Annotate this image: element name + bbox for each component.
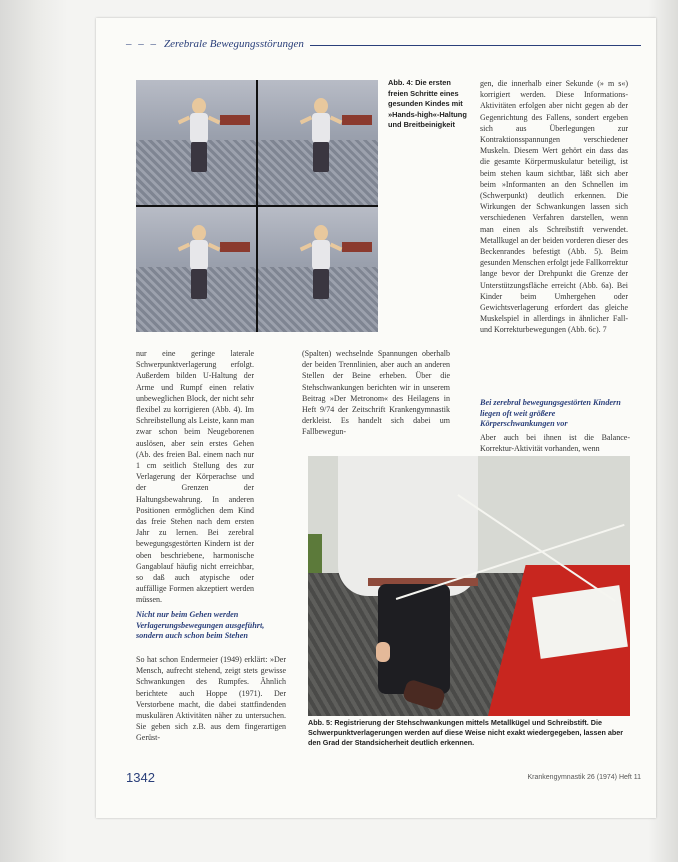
figure-5-photo: [308, 456, 630, 716]
body-text-mid-left: [136, 348, 254, 606]
section-title: Zerebrale Bewegungsstörungen: [164, 38, 304, 50]
body-text-mid-right: [302, 348, 450, 438]
photo-frame-4: [258, 207, 378, 332]
figure-4-caption: Abb. 4: Die ersten freien Schritte eines gesunden Kindes mit »Hands-high«-Haltung und Breitbeinigkeit: [388, 78, 467, 129]
body-text-right-after: [480, 432, 630, 454]
figure-4-photo-sequence: [136, 80, 378, 332]
subheading-text: Bei zerebral bewegungsgestörten Kindern liegen oft weit größere Körperschwankungen vor: [480, 398, 621, 429]
page-number: 1342: [126, 770, 155, 785]
subheading-text: Nicht nur beim Gehen werden Verlagerungsbewegungen ausgeführt, sondern auch schon beim Stehen: [136, 610, 265, 641]
body-text-right-top: [480, 78, 628, 336]
child-figure: [186, 225, 212, 305]
paragraph: nur eine geringe laterale Schwerpunktverlagerung erfolgt. Außerdem bilden U-Haltung der Arme und Rumpf einen relativ unbeweglichen Block, der nicht sehr flexibel zu korrigieren (Abb. 4). Im Schreibstellung als Leiste, kann man zwar schon beim Neugeborenen auslösen, aber sein erstes Gehen (Ab. des freien Bal. einem nach nur 1 cm seitlich Stellung des zur Verlagerung der Körperachse und der Grenzen der Haltungsbewahrung. In anderen Positionen ermöglichen dem Kind das freie Stehen nach dem ersten Jahr zu lernen. Bei zerebral bewegungsgestörten Kindern ist der oben beschriebene, harmonische Gangablauf häufig nicht erreichbar, so daß auch atypische oder auffällige Formen akzeptiert werden müssen.: [136, 349, 254, 605]
photo-frame-1: [136, 80, 256, 205]
running-head-rule: [310, 45, 641, 46]
paragraph: So hat schon Endermeier (1949) erklärt: »Der Mensch, aufrecht stehend, zeigt stets gewisse Schwankungen des Rumpfes. Ähnlich berichtete auch Hoppe (1971). Der Verstorbene macht, die dabei stattfindenden muskulären Aktivitäten näher zu untersuchen. Sie geben sich z.B. aus dem fingerartigen Gerüst-: [136, 655, 286, 743]
photo-frame-3: [136, 207, 256, 332]
running-head-dashes: – – –: [126, 38, 158, 50]
person-hand: [376, 642, 390, 662]
child-figure: [186, 98, 212, 178]
child-figure: [308, 98, 334, 178]
person-shirt: [338, 456, 478, 596]
figure-5-caption: Abb. 5: Registrierung der Stehschwankungen mittels Metallkügel und Schreibstift. Die Schwerpunktverlagerungen werden auf diese Weise nicht exakt wiedergegeben, lassen aber den Grad der Standsicherheit deutlich erkennen.: [308, 718, 624, 747]
person-pants: [378, 584, 450, 694]
body-text-left-bottom: [136, 654, 286, 744]
scan-shadow-left: [0, 0, 68, 862]
paragraph: gen, die innerhalb einer Sekunde (» m s«) korrigiert werden. Diese Informations-Aktivitäten erfolgen aber nicht gegen ab der Gegenrichtung des Fallens, sondert ergeben sich aus Überlegungen zur Kontraktionsspannungen verschiedener Muskeln. Diesem Wert gehört ein dass das die gesamte Körpermuskulatur beteiligt, ist beim stehen kaum sichtbar, läßt sich aber beim »Informanten an den Schnellen im (Schwerpunkt) deutlich erkennen. Die Wirkungen der Schwankungen lassen sich verschiedenen Verfahren darstellen, wenn man einen als Schreibstift verwendet. Metallkugel an der beiden vorderen dieser des Beckenrandes befestigt (Abb. 5). Beim gesunden Menschen erfolgt jede Fallkorrektur lange bevor der Drehpunkt die Grenze der Unterstützungsfläche erreicht (Abb. 6a). Bei Kinder beim Umhergehen oder Gewichtsverlagerung erfordert das gleiche Muskelspiel in allerdings in ähnlicher Fall- und Korrekturbewegungen (Abb. 6c). 7: [480, 79, 628, 335]
document-page: [96, 18, 656, 818]
subheading-left: [136, 610, 286, 646]
paragraph: (Spalten) wechselnde Spannungen oberhalb der beiden Trennlinien, aber auch an anderen Stellen der Beine erheben. Über die Stehschwankungen berichten wir in unserem Beitrag »Der Metronom« des Heilagens in Heft 9/74 der Zeitschrift Krankengymnastik derkleist. Es handelt sich dabei um Fallbewegun-: [302, 349, 450, 437]
photo-frame-2: [258, 80, 378, 205]
subheading-right: [480, 398, 630, 434]
running-head: [126, 36, 641, 52]
photo-recording-paper: [532, 585, 628, 659]
paragraph: Aber auch bei ihnen ist die Balance-Korrektur-Aktivität vorhanden, wenn: [480, 433, 630, 454]
journal-footer: Krankengymnastik 26 (1974) Heft 11: [527, 774, 641, 781]
child-figure: [308, 225, 334, 305]
